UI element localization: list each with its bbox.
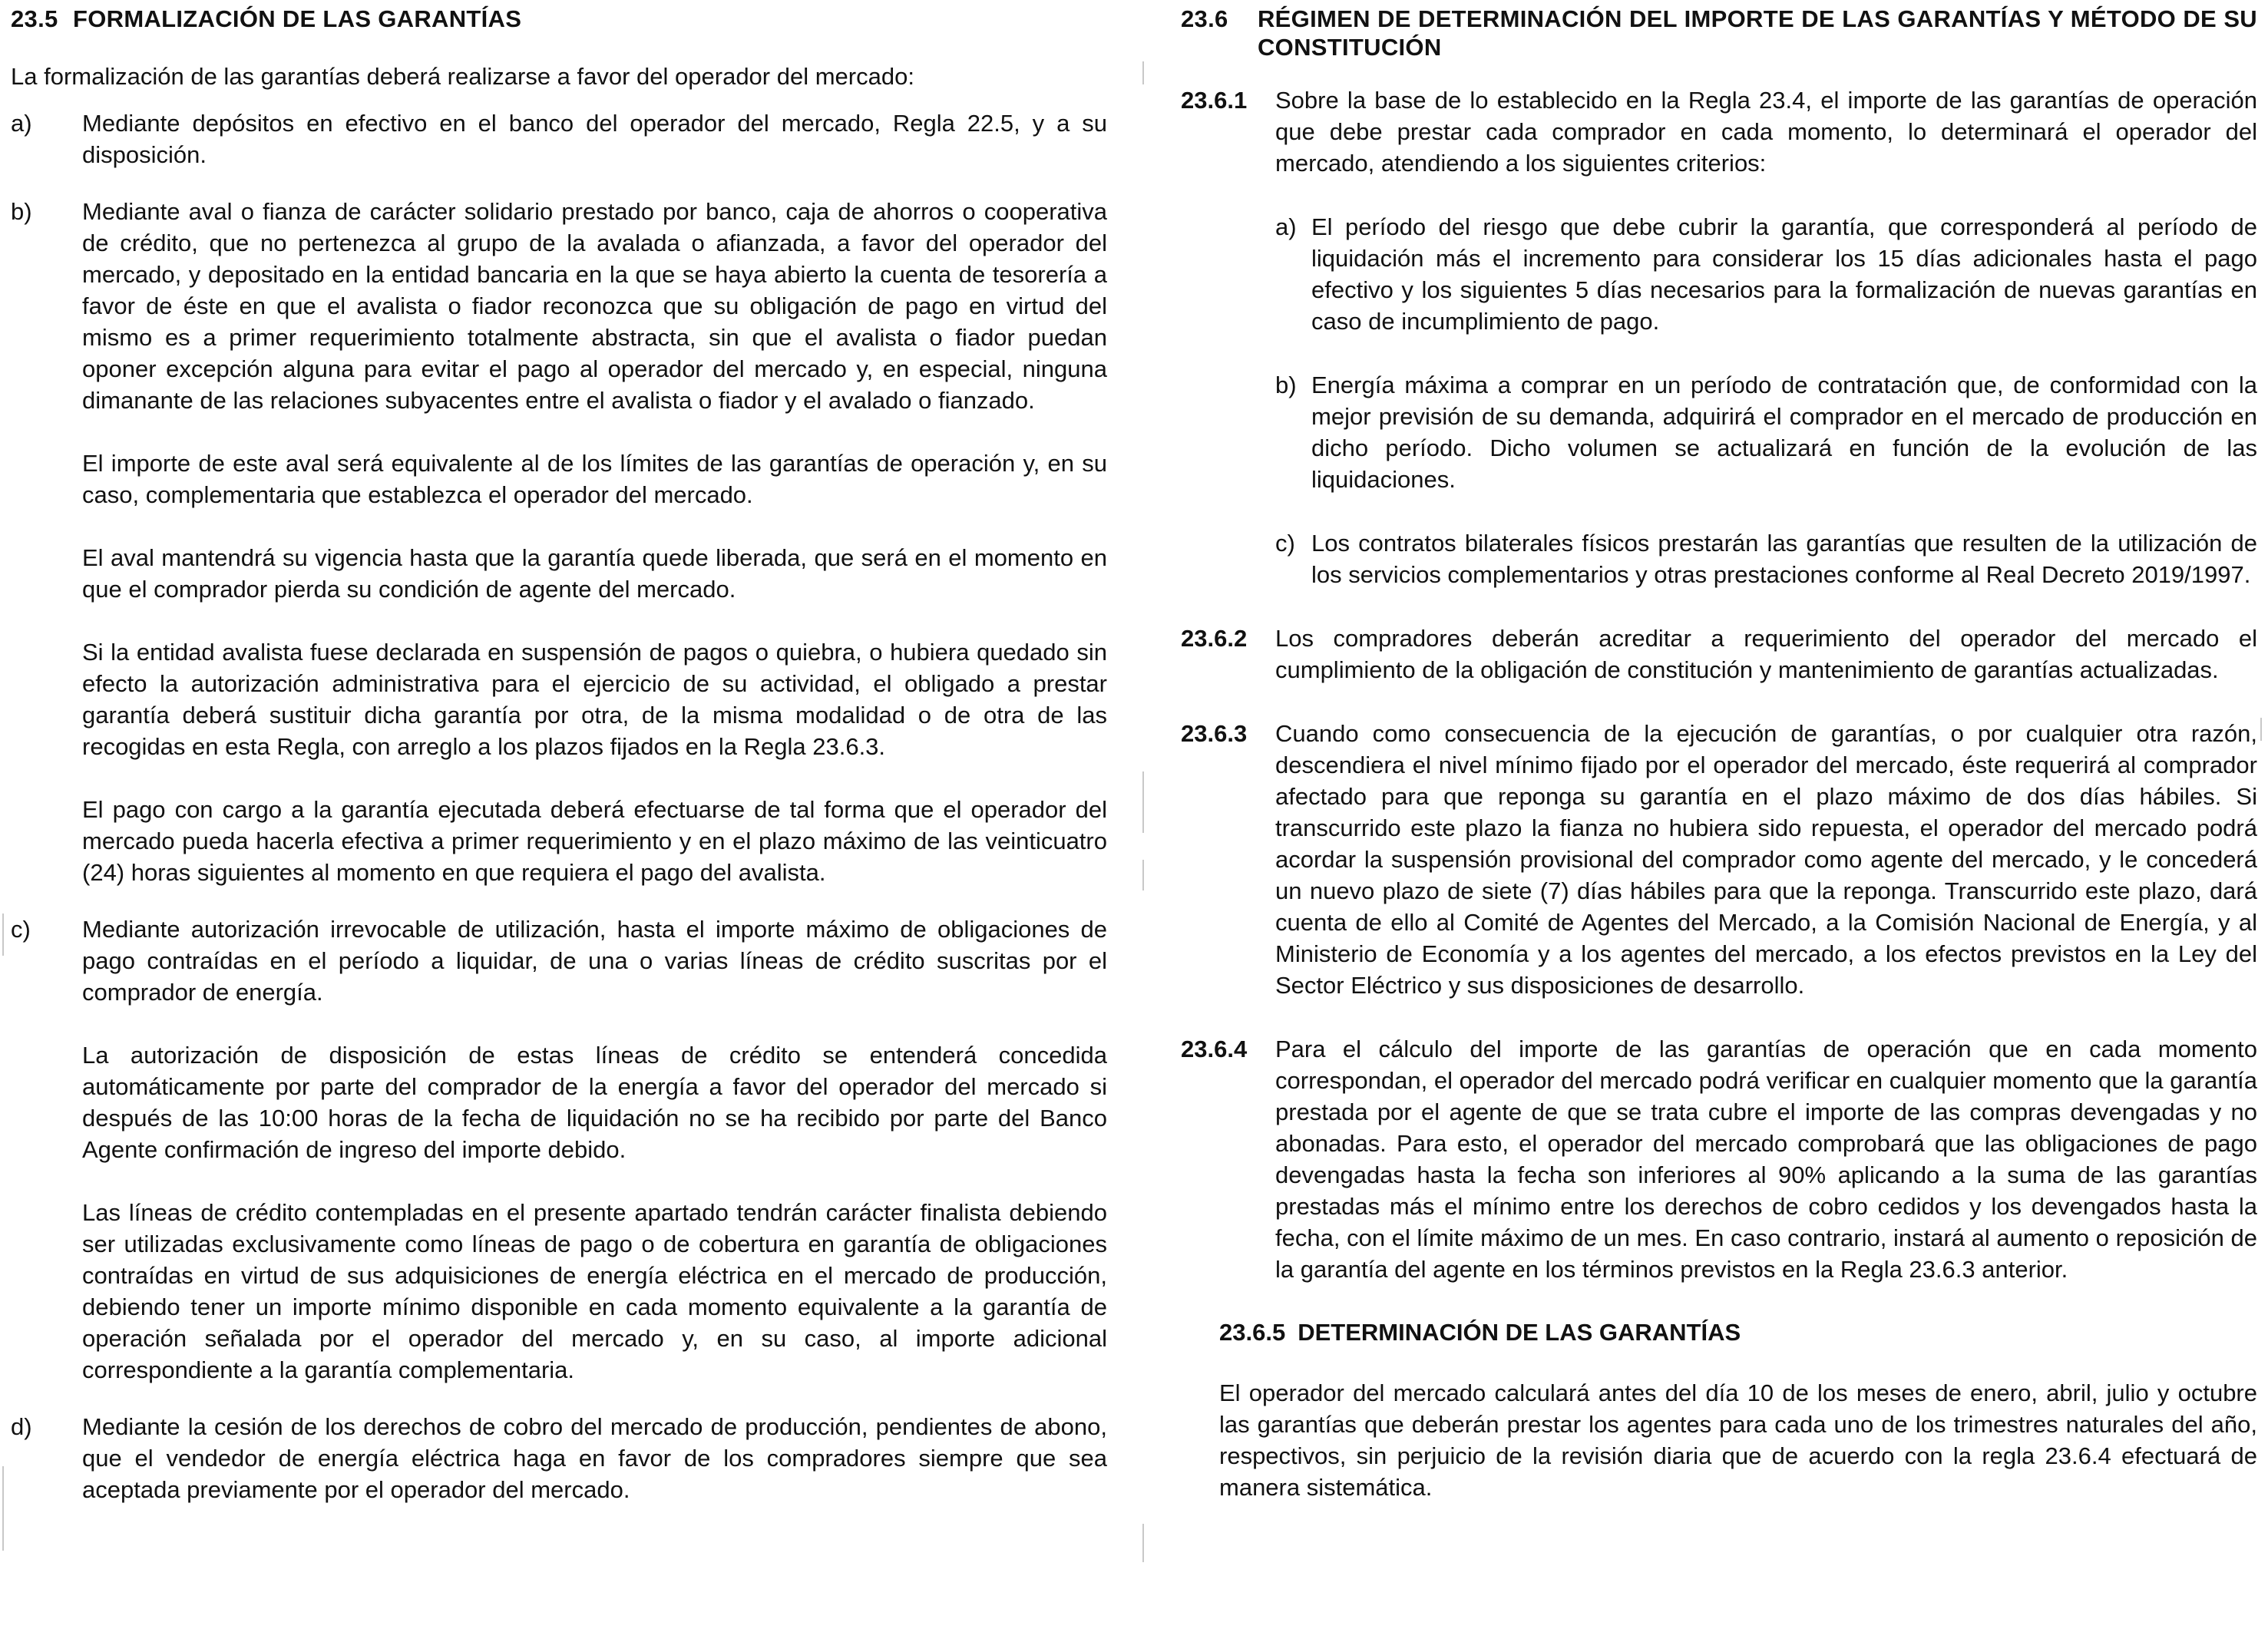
paragraph: Para el cálculo del importe de las garantías de operación que en cada momento correspondan, el operador del mercado podrá verificar en cualquier momento que la garantía prestada por el agente de que se trata cubre el importe de las compras devengadas y no abonadas. Para esto, el operador del mercado comprobará que las obligaciones de pago devengadas hasta la fecha son inferiores al 90% aplicando a la suma de las garantías prestadas más el mínimo entre los derechos de cobro cedidos y los devengados hasta la fecha, con el límite máximo de un mes. En caso contrario, instará al aumento o reposición de la garantía del agente en los términos previstos en la Regla 23.6.3 anterior. <box>1275 1036 2257 1283</box>
subsection-title: DETERMINACIÓN DE LAS GARANTÍAS <box>1298 1319 1741 1346</box>
item-body <box>82 1411 1107 1505</box>
criterion-label: b) <box>1275 372 1297 398</box>
subsection-heading-23-6-5 <box>1219 1317 2257 1348</box>
scan-mark <box>1142 860 1144 890</box>
rule-number: 23.6.3 <box>1181 720 1248 747</box>
criterion-text: El período del riesgo que debe cubrir la garantía, que corresponderá al período de liquidación más el incremento para considerar los 15 días adicionales hasta el pago efectivo y los siguientes 5 días necesarios para la formalización de nuevas garantías en caso de incumplimiento de pago. <box>1311 213 2257 335</box>
criterion-a <box>1275 211 2257 337</box>
scan-mark <box>1142 771 1144 833</box>
paragraph: El pago con cargo a la garantía ejecutada deberá efectuarse de tal forma que el operador del mercado pueda hacerla efectiva a primer requerimiento y en el plazo máximo de las veinticuatro (24) horas siguientes al momento en que requiera el pago del avalista. <box>82 796 1107 886</box>
paragraph: Mediante autorización irrevocable de utilización, hasta el importe máximo de obligaciones de pago contraídas en el período a liquidar, de una o varias líneas de crédito suscritas por el comprador de energía. <box>82 916 1107 1006</box>
section-number: 23.6 <box>1181 5 1228 32</box>
scan-mark <box>2260 718 2262 741</box>
section-title: RÉGIMEN DE DETERMINACIÓN DEL IMPORTE DE LAS GARANTÍAS Y MÉTODO DE SU CONSTITUCIÓN <box>1258 5 2257 61</box>
subsection-number: 23.6.5 <box>1219 1319 1286 1346</box>
rule-23-6-1 <box>1181 84 2257 179</box>
rule-number: 23.6.2 <box>1181 625 1248 652</box>
left-column <box>11 5 1107 1505</box>
section-heading-23-5 <box>11 5 1107 33</box>
paragraph: Los compradores deberán acreditar a requerimiento del operador del mercado el cumplimiento de la obligación de constitución y mantenimiento de garantías actualizadas. <box>1275 625 2257 683</box>
criterion-b <box>1275 369 2257 495</box>
paragraph: El importe de este aval será equivalente al de los límites de las garantías de operación y, en su caso, complementaria que establezca el operador del mercado. <box>82 450 1107 508</box>
paragraph: Sobre la base de lo establecido en la Regla 23.4, el importe de las garantías de operación que debe prestar cada comprador en cada momento, lo determinará el operador del mercado, atendiendo a los siguientes criterios: <box>1275 87 2257 177</box>
right-column <box>1181 5 2257 1503</box>
item-body <box>82 914 1107 1386</box>
item-body <box>82 107 1107 170</box>
rule-23-6-3 <box>1181 718 2257 1001</box>
rule-number: 23.6.1 <box>1181 87 1248 114</box>
section-heading-23-6 <box>1181 5 2257 61</box>
section-title: FORMALIZACIÓN DE LAS GARANTÍAS <box>73 5 522 32</box>
scan-mark <box>2 914 4 956</box>
item-body <box>82 196 1107 888</box>
scan-mark <box>2 1466 4 1551</box>
paragraph: Mediante depósitos en efectivo en el banco del operador del mercado, Regla 22.5, y a su disposición. <box>82 110 1107 168</box>
section-number: 23.5 <box>11 5 58 32</box>
list-item-c <box>11 914 1107 1386</box>
paragraph: La autorización de disposición de estas líneas de crédito se entenderá concedida automáticamente por parte del comprador de la energía a favor del operador del mercado si después de las 10:00 horas de la fecha de liquidación no se ha recibido por parte del Banco Agente confirmación de ingreso del importe debido. <box>82 1042 1107 1163</box>
criterion-label: a) <box>1275 213 1297 240</box>
intro-paragraph: La formalización de las garantías deberá realizarse a favor del operador del mercado: <box>11 63 914 90</box>
criterion-c <box>1275 527 2257 590</box>
list-item-d <box>11 1411 1107 1505</box>
rule-body <box>1275 84 2257 179</box>
item-label: c) <box>11 916 31 943</box>
rule-number: 23.6.4 <box>1181 1036 1248 1062</box>
list-item-a <box>11 107 1107 170</box>
list-item-b <box>11 196 1107 888</box>
paragraph: Las líneas de crédito contempladas en el presente apartado tendrán carácter finalista debiendo ser utilizadas exclusivamente como líneas de pago o de cobertura en garantía de obligaciones contraídas en virtud de sus adquisiciones de energía eléctrica en el mercado de producción, debiendo tener un importe mínimo disponible en cada momento equivalente a la garantía de operación señalada por el operador del mercado y, en su caso, al importe adicional correspondiente a la garantía complementaria. <box>82 1199 1107 1383</box>
paragraph: Mediante la cesión de los derechos de cobro del mercado de producción, pendientes de abono, que el vendedor de energía eléctrica haga en favor de los compradores siempre que sea aceptada previamente por el operador del mercado. <box>82 1413 1107 1503</box>
criterion-text: Energía máxima a comprar en un período de contratación que, de conformidad con la mejor previsión de su demanda, adquirirá el comprador en el mercado de producción en dicho período. Dicho volumen se actualizará en función de la evolución de las liquidaciones. <box>1311 372 2257 493</box>
item-label: b) <box>11 198 32 225</box>
rule-23-6-2 <box>1181 623 2257 686</box>
paragraph: El aval mantendrá su vigencia hasta que la garantía quede liberada, que será en el momento en que el comprador pierda su condición de agente del mercado. <box>82 544 1107 603</box>
paragraph: Mediante aval o fianza de carácter solidario prestado por banco, caja de ahorros o cooperativa de crédito, que no pertenezca al grupo de la avalada o afianzada, a favor del operador del mercado, y depositado en la entidad bancaria en la que se haya abierto la cuenta de tesorería a favor de éste en que el avalista o fiador reconozca que su obligación de pago en virtud del mismo es a primer requerimiento totalmente abstracta, sin que el avalista o fiador puedan oponer excepción alguna para evitar el pago al operador del mercado y, en especial, ninguna dimanante de las relaciones subyacentes entre el avalista o fiador y el avalado o fianzado. <box>82 198 1107 414</box>
scan-mark <box>1142 1524 1144 1562</box>
item-label: a) <box>11 110 32 137</box>
paragraph: Si la entidad avalista fuese declarada en suspensión de pagos o quiebra, o hubiera quedado sin efecto la autorización administrativa para el ejercicio de su actividad, el obligado a prestar garantía deberá sustituir dicha garantía por otra, de la misma modalidad o de otra de las recogidas en esta Regla, con arreglo a los plazos fijados en la Regla 23.6.3. <box>82 639 1107 760</box>
closing-paragraph: El operador del mercado calculará antes del día 10 de los meses de enero, abril, julio y octubre las garantías que deberán prestar los agentes para cada uno de los trimestres naturales del año, respectivos, sin perjuicio de la revisión diaria que de acuerdo con la regla 23.6.4 efectuará de manera sistemática. <box>1219 1379 2257 1501</box>
rule-23-6-4 <box>1181 1033 2257 1285</box>
scan-mark <box>1142 61 1144 84</box>
criterion-label: c) <box>1275 530 1295 557</box>
paragraph: Cuando como consecuencia de la ejecución de garantías, o por cualquier otra razón, descendiera el nivel mínimo fijado por el operador del mercado, éste requerirá al comprador afectado para que reponga su garantía en el plazo máximo de dos días hábiles. Si transcurrido este plazo la fianza no hubiera sido repuesta, el operador del mercado podrá acordar la suspensión provisional del comprador como agente del mercado, y le concederá un nuevo plazo de siete (7) días hábiles para que la reponga. Transcurrido este plazo, dará cuenta de ello al Comité de Agentes del Mercado, a la Comisión Nacional de Energía, y al Ministerio de Economía y a los agentes del mercado, a los efectos previstos en la Ley del Sector Eléctrico y sus disposiciones de desarrollo. <box>1275 720 2257 999</box>
criterion-text: Los contratos bilaterales físicos prestarán las garantías que resulten de la utilización de los servicios complementarios y otras prestaciones conforme al Real Decreto 2019/1997. <box>1311 530 2257 588</box>
item-label: d) <box>11 1413 32 1440</box>
